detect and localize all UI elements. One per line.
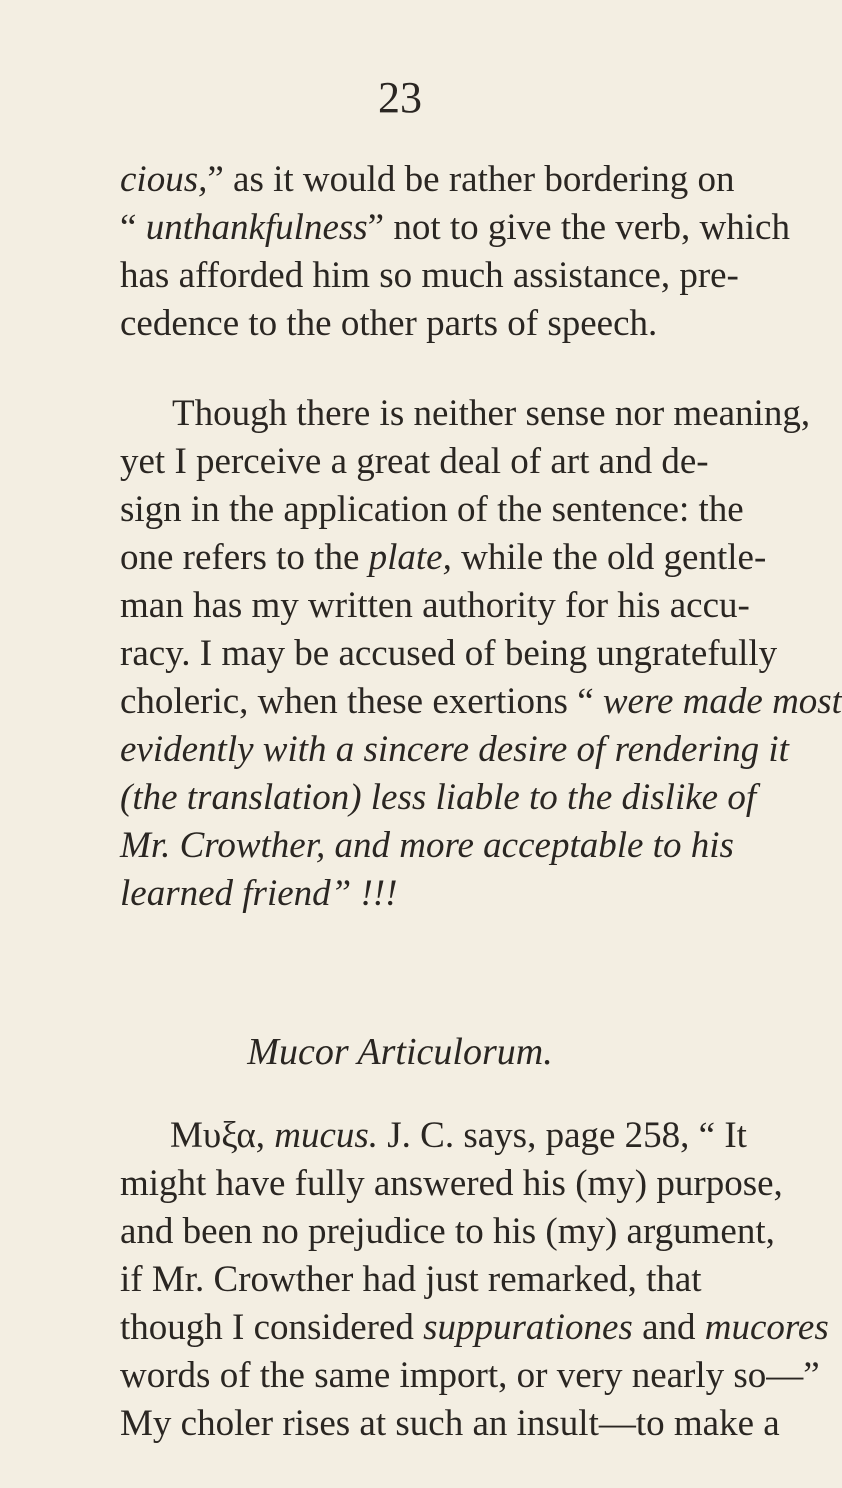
text-line: choleric, when these exertions “ were made most — [120, 681, 842, 722]
text-line: “ unthankfulness” not to give the verb, which — [120, 207, 790, 248]
text-line: (the translation) less liable to the dislike of — [120, 777, 757, 818]
text-line: cious,” as it would be rather bordering on — [120, 159, 735, 200]
text-line: words of the same import, or very nearly so—” — [120, 1355, 820, 1396]
text-line: might have fully answered his (my) purpose, — [120, 1163, 783, 1204]
text-line: man has my written authority for his accu- — [120, 585, 750, 626]
text-line: cedence to the other parts of speech. — [120, 303, 658, 344]
section-heading: Mucor Articulorum. — [247, 1031, 553, 1073]
text-line: yet I perceive a great deal of art and de- — [120, 441, 709, 482]
text-line: learned friend” !!! — [120, 873, 398, 914]
text-line: Mr. Crowther, and more acceptable to his — [120, 825, 734, 866]
text-line: and been no prejudice to his (my) argument, — [120, 1211, 775, 1252]
text-line: Though there is neither sense nor meaning, — [172, 393, 811, 434]
text-line: has afforded him so much assistance, pre- — [120, 255, 739, 296]
text-line: Μυξα, mucus. J. C. says, page 258, “ It — [170, 1115, 747, 1156]
text-line: though I considered suppurationes and mucores — [120, 1307, 829, 1348]
text-line: sign in the application of the sentence: the — [120, 489, 744, 530]
text-line: evidently with a sincere desire of rendering it — [120, 729, 789, 770]
text-line: racy. I may be accused of being ungratefully — [120, 633, 778, 674]
text-line: one refers to the plate, while the old gentle- — [120, 537, 767, 578]
text-line: if Mr. Crowther had just remarked, that — [120, 1259, 702, 1300]
page-number: 23 — [378, 73, 422, 122]
text-line: My choler rises at such an insult—to make a — [120, 1403, 780, 1444]
